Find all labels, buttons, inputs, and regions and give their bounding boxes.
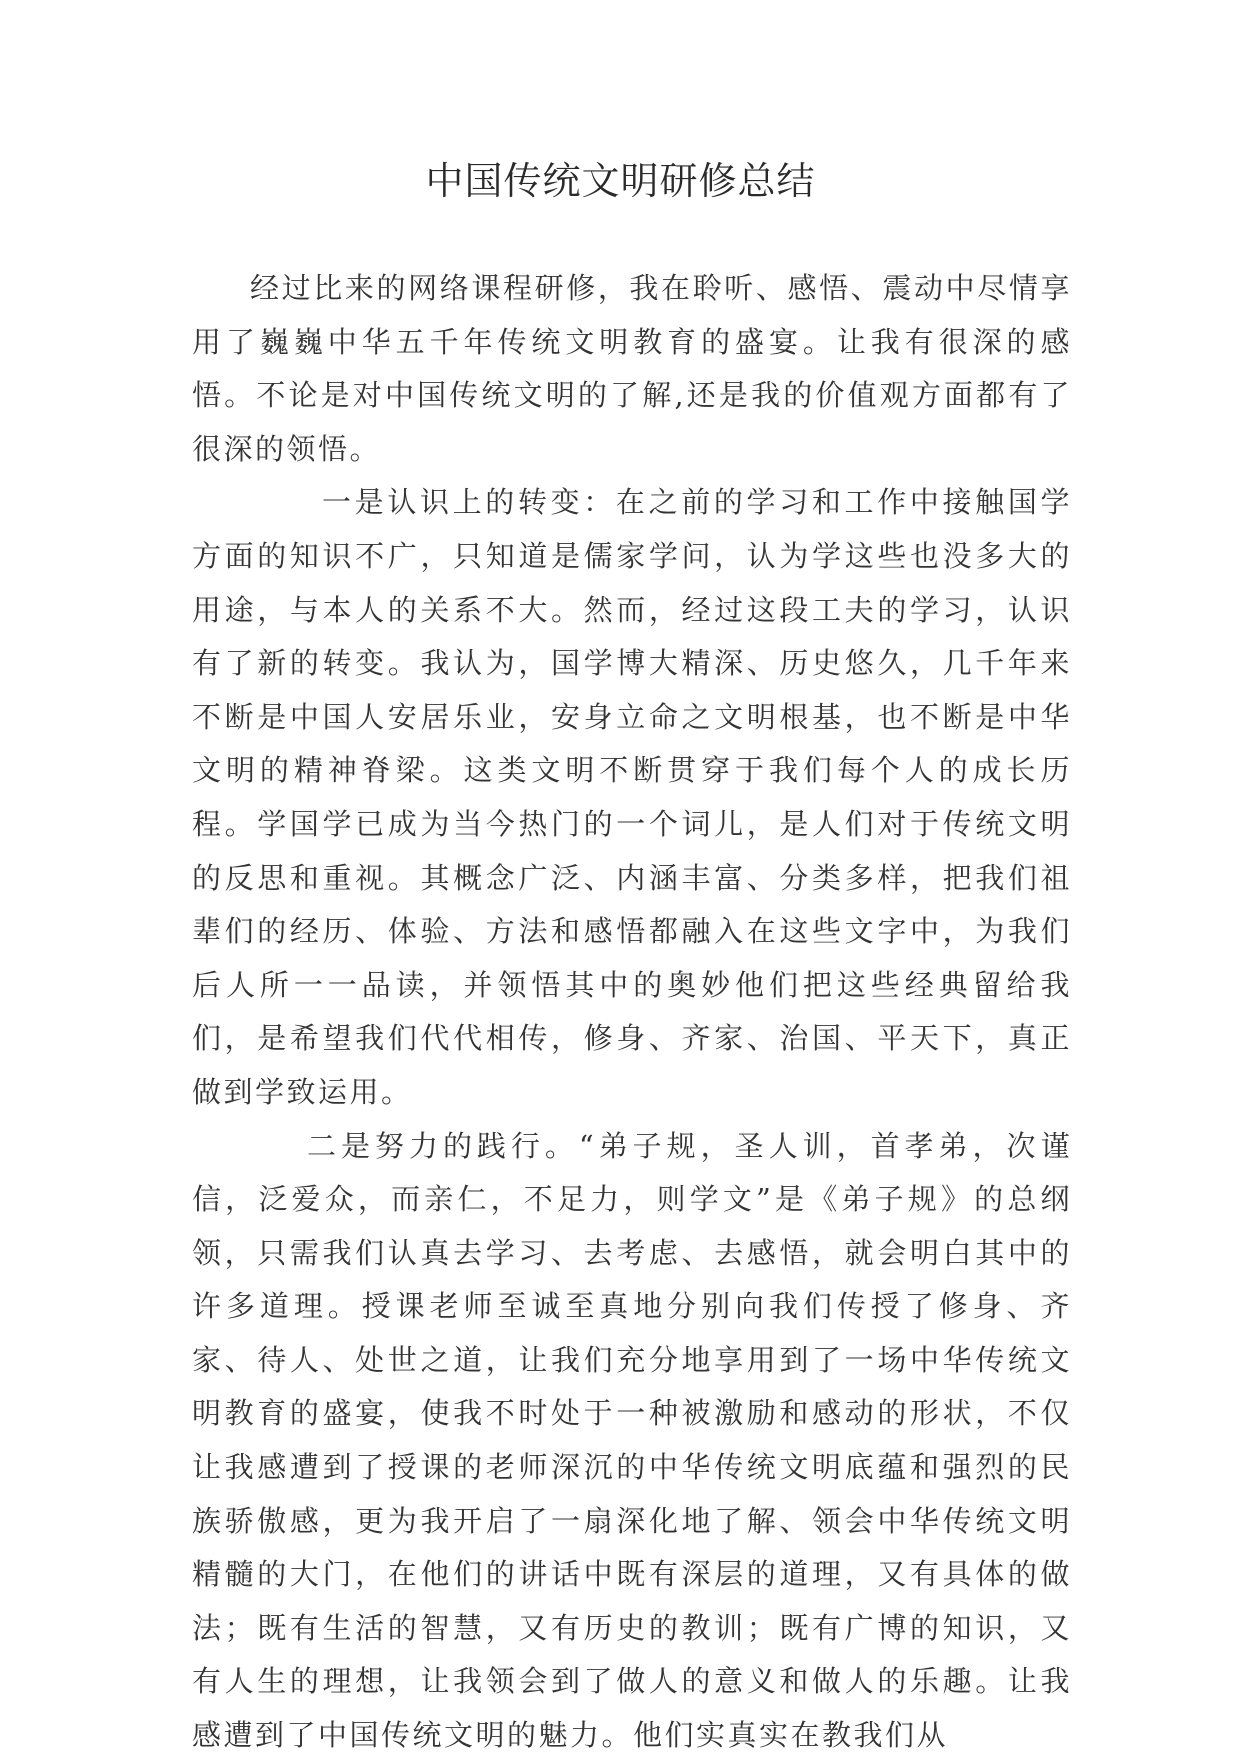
paragraph-understanding: 一是认识上的转变：在之前的学习和工作中接触国学方面的知识不广，只知道是儒家学问，认为学这些也没多大的用途，与本人的关系不大。然而，经过这段工夫的学习，认识有了新的转变。我认为，国学博大精深、历史悠久，几千年来不断是中国人安居乐业，安身立命之文明根基，也不断是中华文明的精神脊梁。这类文明不断贯穿于我们每个人的成长历程。学国学已成为当今热门的一个词儿，是人们对于传统文明的反思和重视。其概念广泛、内涵丰富、分类多样，把我们祖辈们的经历、体验、方法和感悟都融入在这些文字中，为我们后人所一一品读，并领悟其中的奥妙他们把这些经典留给我们，是希望我们代代相传，修身、齐家、治国、平天下，真正做到学致运用。 <box>192 485 1072 1109</box>
document-body <box>192 262 1072 1763</box>
page-title: 中国传统文明研修总结 <box>425 159 816 203</box>
paragraph-practice: 二是努力的践行。“弟子规，圣人训，首孝弟，次谨信，泛爱众，而亲仁，不足力，则学文”是《弟子规》的总纲领，只需我们认真去学习、去考虑、去感悟，就会明白其中的许多道理。授课老师至诚至真地分别向我们传授了修身、齐家、待人、处世之道，让我们充分地享用到了一场中华传统文明教育的盛宴，使我不时处于一种被激励和感动的形状，不仅让我感遭到了授课的老师深沉的中华传统文明底蕴和强烈的民族骄傲感，更为我开启了一扇深化地了解、领会中华传统文明精髓的大门，在他们的讲话中既有深层的道理，又有具体的做法；既有生活的智慧，又有历史的教训；既有广博的知识，又有人生的理想，让我领会到了做人的意义和做人的乐趣。让我感遭到了中国传统文明的魅力。他们实真实在教我们从 <box>192 1128 1072 1753</box>
paragraph-intro: 经过比来的网络课程研修，我在聆听、感悟、震动中尽情享用了巍巍中华五千年传统文明教育的盛宴。让我有很深的感悟。不论是对中国传统文明的了解,还是我的价值观方面都有了很深的领悟。 <box>192 271 1072 466</box>
